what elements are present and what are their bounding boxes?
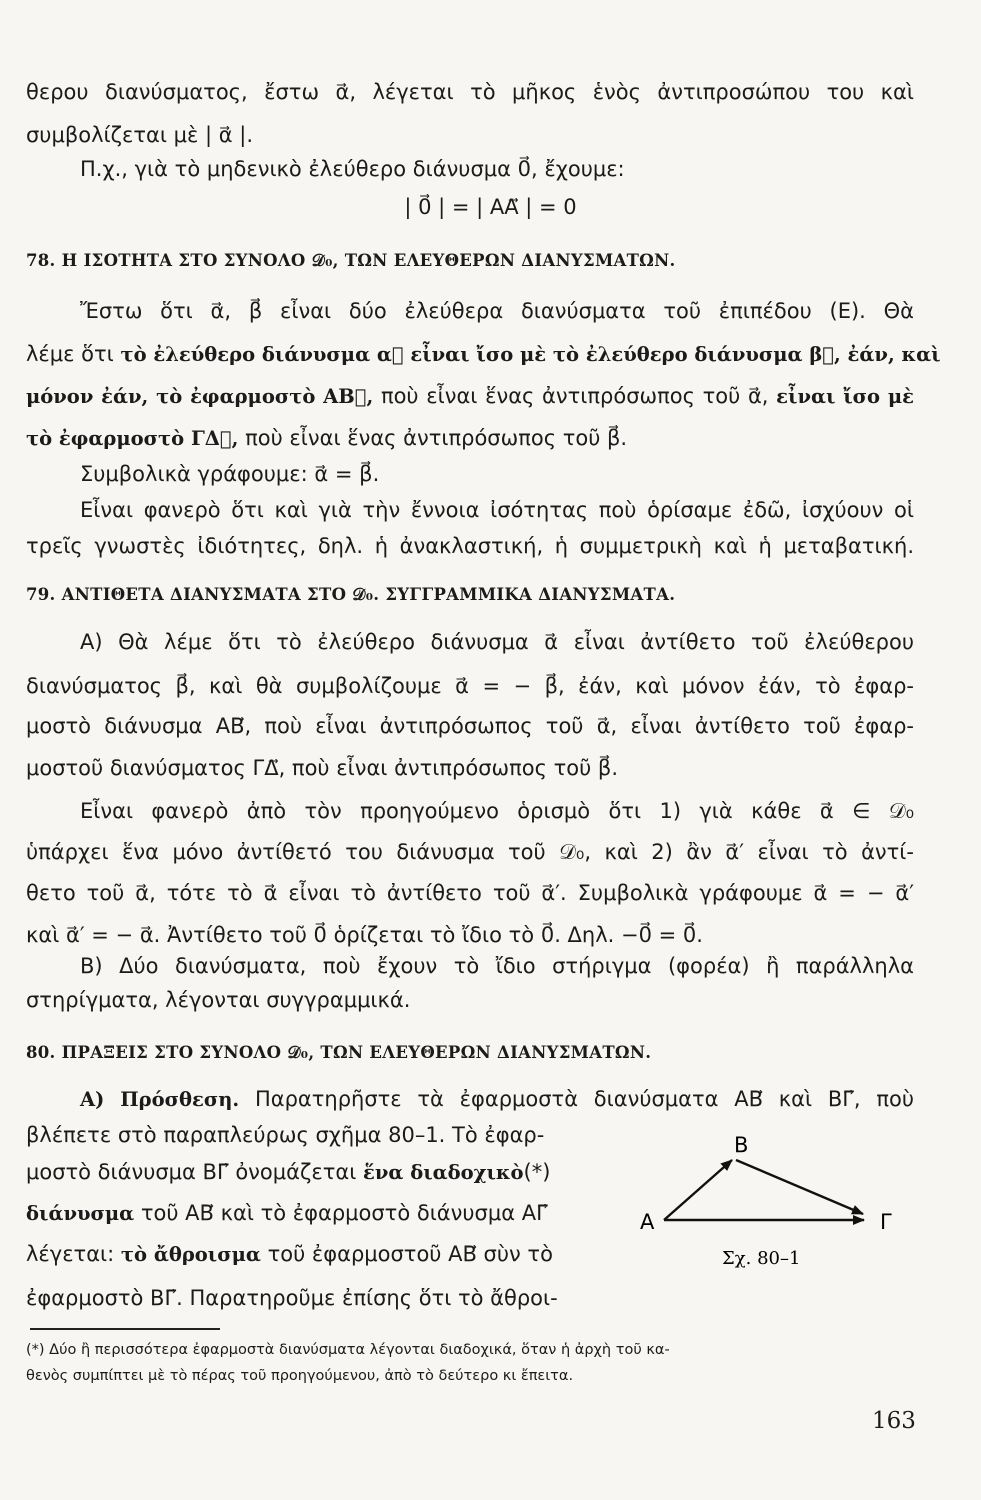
footnote-divider: [30, 1328, 220, 1330]
text-line: διανύσματος β⃗, καὶ θὰ συμβολίζουμε α⃗ = − β⃗, ἐάν, καὶ μόνον ἐάν, τὸ ἐφαρ-: [26, 674, 914, 698]
text-line: θερου διανύσματος, ἔστω α⃗, λέγεται τὸ μῆκος ἑνὸς ἀντιπροσώπου του καὶ: [26, 80, 914, 104]
text-line: μοστὸ διάνυσμα ΑΒ⃗, ποὺ εἶναι ἀντιπρόσωπος τοῦ α⃗, εἶναι ἀντίθετο τοῦ ἐφαρ-: [26, 714, 914, 738]
equation: | 0⃗ | = | ΑΑ⃗ | = 0: [404, 195, 577, 219]
text-span: Παρατηρῆστε τὰ ἐφαρμοστὰ διανύσματα ΑΒ⃗ καὶ ΒΓ⃗, ποὺ: [239, 1087, 914, 1111]
bold-text: διάνυσμα: [26, 1202, 135, 1225]
text-line: Β) Δύο διανύσματα, ποὺ ἔχουν τὸ ἴδιο στήριγμα (φορέα) ἢ παράλληλα: [80, 954, 914, 978]
text-line: Εἶναι φανερὸ ἀπὸ τὸν προηγούμενο ὁρισμὸ ὅτι 1) γιὰ κάθε α⃗ ∈ 𝒟₀: [80, 799, 914, 823]
section-heading-78: 78. Η ΙΣΟΤΗΤΑ ΣΤΟ ΣΥΝΟΛΟ 𝒟₀, ΤΩΝ ΕΛΕΥΘΕΡΩΝ ΔΙΑΝΥΣΜΑΤΩΝ.: [26, 251, 676, 270]
text-line: [26, 1199, 606, 1228]
text-line: Π.χ., γιὰ τὸ μηδενικὸ ἐλεύθερο διάνυσμα 0⃗, ἔχουμε:: [80, 157, 625, 181]
page-number: 163: [872, 1408, 916, 1434]
point-label-g: Γ: [880, 1210, 892, 1234]
text-line: Εἶναι φανερὸ ὅτι καὶ γιὰ τὴν ἔννοια ἰσότητας ποὺ ὁρίσαμε ἐδῶ, ἰσχύουν οἱ: [80, 498, 914, 522]
text-line: συμβολίζεται μὲ | α⃗ |.: [26, 123, 254, 147]
text-span: λέγεται:: [26, 1242, 121, 1266]
text-line: [26, 424, 914, 453]
text-line: [26, 1158, 606, 1187]
vector-bg-arrow: [736, 1160, 863, 1214]
text-span: (*): [523, 1160, 551, 1184]
bold-text: Α) Πρόσθεση.: [80, 1088, 240, 1111]
text-line: [80, 1085, 914, 1114]
text-span: τοῦ ΑΒ⃗ καὶ τὸ ἐφαρμοστὸ διάνυσμα ΑΓ⃗: [134, 1201, 548, 1225]
footnote-line: (*) Δύο ἢ περισσότερα ἐφαρμοστὰ διανύσματα λέγονται διαδοχικά, ὅταν ἡ ἀρχὴ τοῦ κα-: [26, 1342, 670, 1358]
bold-text: τὸ ἐλεύθερο διάνυσμα α⃗ εἶναι ἴσο μὲ τὸ ἐλεύθερο διάνυσμα β⃗, ἐάν, καὶ: [120, 343, 941, 366]
text-line: καὶ α⃗′ = − α⃗. Ἀντίθετο τοῦ 0⃗ ὁρίζεται τὸ ἴδιο τὸ 0⃗. Δηλ. −0⃗ = 0⃗.: [26, 923, 703, 947]
text-line: ἐφαρμοστὸ ΒΓ⃗. Παρατηροῦμε ἐπίσης ὅτι τὸ ἄθροι-: [26, 1286, 558, 1310]
text-span: ποὺ εἶναι ἕνας ἀντιπρόσωπος τοῦ α⃗,: [373, 384, 777, 408]
text-line: τρεῖς γνωστὲς ἰδιότητες, δηλ. ἡ ἀνακλαστική, ἡ συμμετρικὴ καὶ ἡ μεταβατική.: [26, 534, 914, 558]
figure-caption: Σχ. 80–1: [722, 1248, 801, 1269]
text-line: [26, 1240, 606, 1269]
text-line: Α) Θὰ λέμε ὅτι τὸ ἐλεύθερο διάνυσμα α⃗ εἶναι ἀντίθετο τοῦ ἐλεύθερου: [80, 630, 914, 654]
text-line: στηρίγματα, λέγονται συγγραμμικά.: [26, 988, 411, 1012]
text-line: μοστοῦ διανύσματος ΓΔ⃗, ποὺ εἶναι ἀντιπρόσωπος τοῦ β⃗.: [26, 756, 618, 780]
text-line: θετο τοῦ α⃗, τότε τὸ α⃗ εἶναι τὸ ἀντίθετο τοῦ α⃗′. Συμβολικὰ γράφουμε α⃗ = − α⃗′: [26, 881, 914, 905]
bold-text: μόνον ἐάν, τὸ ἐφαρμοστὸ ΑΒ⃗,: [26, 385, 374, 408]
bold-text: εἶναι ἴσο μὲ: [776, 385, 914, 408]
text-line: [26, 382, 914, 411]
text-line: Συμβολικὰ γράφουμε: α⃗ = β⃗.: [80, 462, 380, 486]
section-heading-80: 80. ΠΡΑΞΕΙΣ ΣΤΟ ΣΥΝΟΛΟ 𝒟₀, ΤΩΝ ΕΛΕΥΘΕΡΩΝ ΔΙΑΝΥΣΜΑΤΩΝ.: [26, 1043, 652, 1062]
section-heading-79: 79. ΑΝΤΙΘΕΤΑ ΔΙΑΝΥΣΜΑΤΑ ΣΤΟ 𝒟₀. ΣΥΓΓΡΑΜΜΙΚΑ ΔΙΑΝΥΣΜΑΤΑ.: [26, 585, 676, 604]
text-span: ποὺ εἶναι ἕνας ἀντιπρόσωπος τοῦ β⃗.: [238, 426, 628, 450]
figure-80-1: [630, 1128, 920, 1273]
bold-text: τὸ ἐφαρμοστὸ ΓΔ⃗,: [26, 427, 239, 450]
text-line: Ἔστω ὅτι α⃗, β⃗ εἶναι δύο ἐλεύθερα διανύσματα τοῦ ἐπιπέδου (Ε). Θὰ: [80, 299, 914, 323]
text-span: τοῦ ἐφαρμοστοῦ ΑΒ⃗ σὺν τὸ: [260, 1242, 553, 1266]
text-span: μοστὸ διάνυσμα ΒΓ⃗ ὀνομάζεται: [26, 1160, 364, 1184]
point-label-b: Β: [734, 1133, 749, 1157]
text-line: ὑπάρχει ἕνα μόνο ἀντίθετό του διάνυσμα τοῦ 𝒟₀, καὶ 2) ἂν α⃗′ εἶναι τὸ ἀντί-: [26, 840, 914, 864]
text-span: λέμε ὅτι: [26, 342, 121, 366]
bold-text: ἕνα διαδοχικὸ: [363, 1161, 524, 1184]
vector-ab-arrow: [664, 1160, 732, 1220]
bold-text: τὸ ἄθροισμα: [120, 1243, 261, 1266]
text-line: βλέπετε στὸ παραπλεύρως σχῆμα 80–1. Τὸ ἐφαρ-: [26, 1123, 545, 1147]
text-line: [26, 340, 941, 369]
footnote-line: θενὸς συμπίπτει μὲ τὸ πέρας τοῦ προηγούμενου, ἀπὸ τὸ δεύτερο κι ἔπειτα.: [26, 1368, 574, 1384]
point-label-a: Α: [640, 1210, 655, 1234]
